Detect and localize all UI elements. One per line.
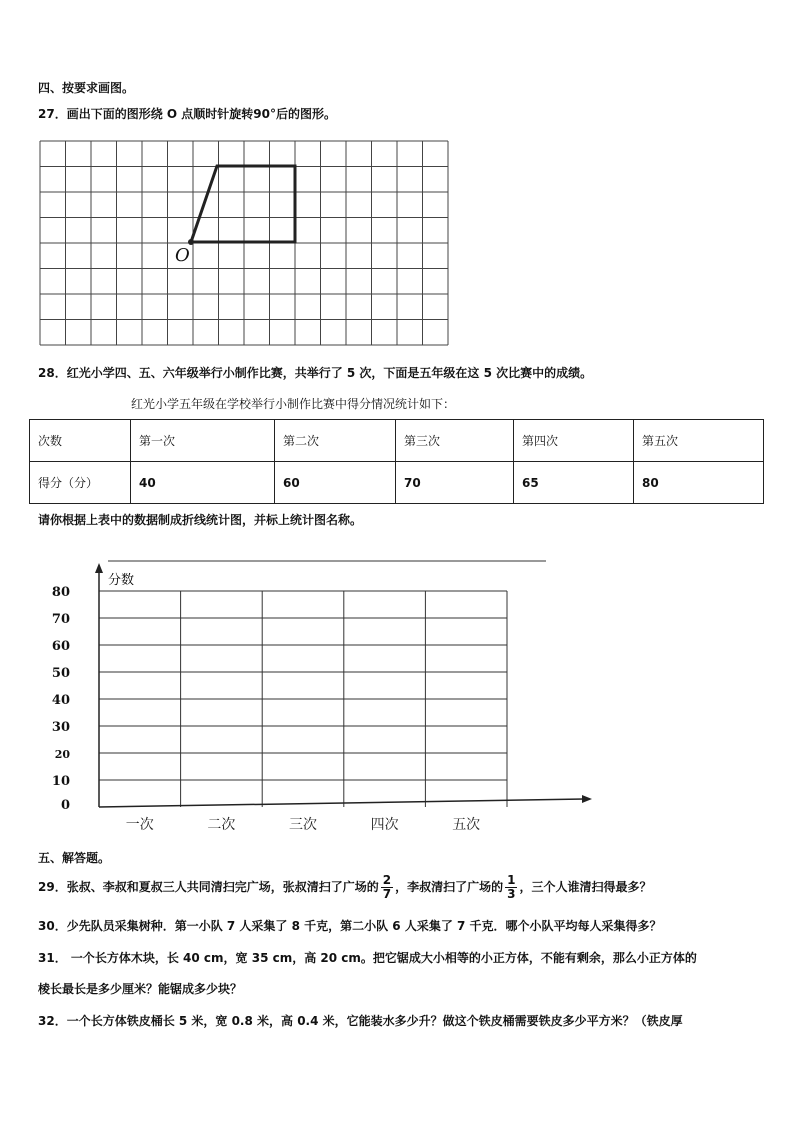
question-27: 27．画出下面的图形绕 O 点顺时针旋转90°后的图形。 bbox=[38, 107, 336, 121]
table-cell: 第五次 bbox=[634, 420, 764, 462]
x-tick-label: 一次 bbox=[125, 817, 154, 833]
table-cell: 第一次 bbox=[131, 420, 275, 462]
table-cell: 70 bbox=[396, 462, 514, 504]
table-caption: 红光小学五年级在学校举行小制作比赛中得分情况统计如下： bbox=[131, 397, 456, 411]
x-tick-label: 五次 bbox=[452, 817, 481, 833]
table-cell: 80 bbox=[634, 462, 764, 504]
section-4-heading: 四、按要求画图。 bbox=[38, 81, 135, 95]
table-cell: 65 bbox=[514, 462, 634, 504]
q29-text-a: 29．张叔、李叔和夏叔三人共同清扫完广场，张叔清扫了广场的 bbox=[38, 880, 379, 894]
q29-text-b: ，李叔清扫了广场的 bbox=[395, 880, 504, 894]
section-5-heading: 五、解答题。 bbox=[38, 851, 111, 865]
x-tick-label: 四次 bbox=[370, 817, 399, 833]
y-tick-label: 30 bbox=[51, 720, 70, 735]
y-tick-label: 40 bbox=[51, 693, 70, 708]
question-32: 32．一个长方体铁皮桶长 5 米，宽 0.8 米，高 0.4 米，它能装水多少升？做这个铁皮桶需要铁皮多少平方米？（铁皮厚 bbox=[38, 1014, 683, 1028]
y-tick-label: 80 bbox=[51, 585, 70, 600]
table-cell: 第二次 bbox=[275, 420, 396, 462]
fraction-one-third bbox=[505, 874, 517, 901]
chart-instruction: 请你根据上表中的数据制成折线统计图，并标上统计图名称。 bbox=[38, 513, 363, 527]
fraction-numerator: 2 bbox=[382, 873, 392, 887]
fraction-two-sevenths bbox=[381, 874, 393, 901]
y-tick-label: 20 bbox=[54, 748, 70, 761]
x-tick-label: 三次 bbox=[289, 817, 317, 833]
y-tick-label: 0 bbox=[60, 798, 70, 813]
y-tick-label: 50 bbox=[51, 666, 70, 681]
y-tick-label: 10 bbox=[51, 774, 70, 789]
table-header-row bbox=[30, 420, 764, 462]
fraction-numerator: 1 bbox=[507, 873, 516, 887]
y-axis-label: 分数 bbox=[108, 573, 135, 588]
table-cell: 第三次 bbox=[396, 420, 514, 462]
score-table bbox=[29, 419, 764, 504]
y-tick-label: 60 bbox=[51, 639, 70, 654]
table-cell: 第四次 bbox=[514, 420, 634, 462]
question-28: 28．红光小学四、五、六年级举行小制作比赛，共举行了 5 次，下面是五年级在这 5 次比赛中的成绩。 bbox=[38, 366, 593, 380]
question-30: 30．少先队员采集树种．第一小队 7 人采集了 8 千克，第二小队 6 人采集了 7 千克．哪个小队平均每人采集得多？ bbox=[38, 919, 662, 933]
line-chart-grid bbox=[0, 540, 794, 840]
fraction-denominator: 3 bbox=[507, 887, 516, 901]
rotation-grid bbox=[39, 140, 449, 347]
x-tick-label: 二次 bbox=[207, 817, 236, 833]
table-cell: 得分（分） bbox=[30, 462, 131, 504]
table-cell: 次数 bbox=[30, 420, 131, 462]
question-31-line-2: 棱长最长是多少厘米？能锯成多少块？ bbox=[38, 982, 243, 996]
fraction-denominator: 7 bbox=[382, 887, 392, 901]
trapezoid-shape bbox=[191, 166, 295, 242]
table-cell: 60 bbox=[275, 462, 396, 504]
table-row bbox=[30, 462, 764, 504]
x-axis bbox=[99, 799, 584, 807]
table-cell: 40 bbox=[131, 462, 275, 504]
x-axis-arrow bbox=[582, 795, 592, 803]
question-31-line-1: 31． 一个长方体木块，长 40 cm，宽 35 cm，高 20 cm。把它锯成大小相等的小正方体，不能有剩余，那么小正方体的 bbox=[38, 951, 697, 965]
q29-text-c: ，三个人谁清扫得最多？ bbox=[519, 880, 652, 894]
question-29 bbox=[38, 872, 651, 902]
y-axis-arrow bbox=[95, 563, 103, 573]
origin-label: O bbox=[175, 245, 190, 266]
y-tick-label: 70 bbox=[51, 612, 70, 627]
